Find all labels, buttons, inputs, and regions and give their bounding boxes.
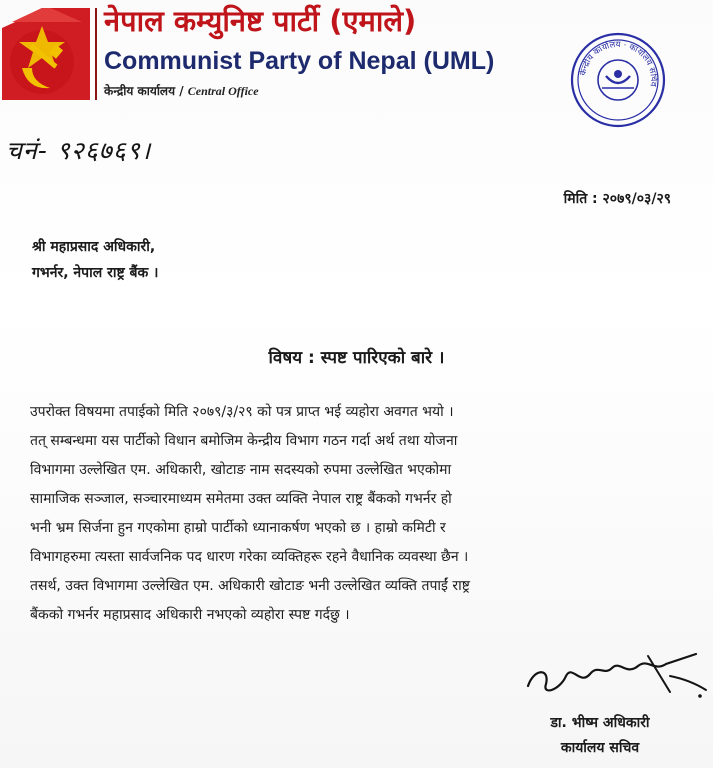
- signatory-title: कार्यालय सचिव: [560, 740, 640, 756]
- body-line: तसर्थ, उक्त विभागमा उल्लेखित एम. अधिकारी खोटाङ भनी उल्लेखित व्यक्ति तपाईं राष्ट्र: [30, 578, 470, 594]
- date-line: [564, 189, 671, 209]
- body-line: सामाजिक सञ्जाल, सञ्चारमाध्यम समेतमा उक्त व्यक्ति नेपाल राष्ट्र बैंकको गभर्नर हो: [30, 491, 452, 507]
- body-line: बैंकको गभर्नर महाप्रसाद अधिकारी नभएको व्यहोरा स्पष्ट गर्दछु ।: [30, 607, 350, 623]
- office-seal-stamp: [568, 30, 668, 130]
- addressee-designation: गभर्नर, नेपाल राष्ट्र बैंक ।: [32, 265, 159, 281]
- dispatch-number: चनं- ९२६७६९।: [6, 136, 152, 165]
- handwritten-signature: [520, 646, 710, 706]
- body-line: विभागमा उल्लेखित एम. अधिकारी, खोटाङ नाम सदस्यको रुपमा उल्लेखित भएकोमा: [30, 462, 452, 478]
- party-name-english: Communist Party of Nepal (UML): [104, 47, 495, 75]
- addressee-block: [32, 234, 158, 286]
- date-label: मिति :: [563, 191, 598, 207]
- addressee-name: श्री महाप्रसाद अधिकारी,: [32, 239, 156, 255]
- office-label-nepali: केन्द्रीय कार्यालय /: [104, 84, 184, 98]
- body-line: उपरोक्त विषयमा तपाईको मिति २०७९/३/२९ को पत्र प्राप्त भई व्यहोरा अवगत भयो ।: [30, 404, 454, 420]
- signatory-name: डा. भीष्म अधिकारी: [550, 715, 650, 731]
- party-name-nepali: नेपाल कम्युनिष्ट पार्टी (एमाले): [104, 4, 417, 38]
- office-label-english: Central Office: [187, 84, 259, 98]
- letter-body: [30, 398, 678, 630]
- date-value: २०७९/०३/२९: [602, 191, 671, 207]
- office-label: [104, 83, 259, 99]
- party-emblem-icon: [2, 8, 90, 100]
- letterhead-divider: [95, 8, 97, 100]
- body-line: तत् सम्बन्धमा यस पार्टीको विधान बमोजिम केन्द्रीय विभाग गठन गर्दा अर्थ तथा योजना: [30, 433, 458, 449]
- body-line: विभागहरुमा त्यस्ता सार्वजनिक पद धारण गरेका व्यक्तिहरू रहने वैधानिक व्यवस्था छैन ।: [30, 549, 469, 565]
- body-line: भनी भ्रम सिर्जना हुन गएकोमा हाम्रो पार्टीको ध्यानाकर्षण भएको छ । हाम्रो कमिटी र: [30, 520, 446, 536]
- letter-subject: विषय : स्पष्ट पारिएको बारे ।: [268, 348, 445, 368]
- seal-text: केन्द्रीय कार्यालय · कार्यालय सचिव: [578, 39, 659, 87]
